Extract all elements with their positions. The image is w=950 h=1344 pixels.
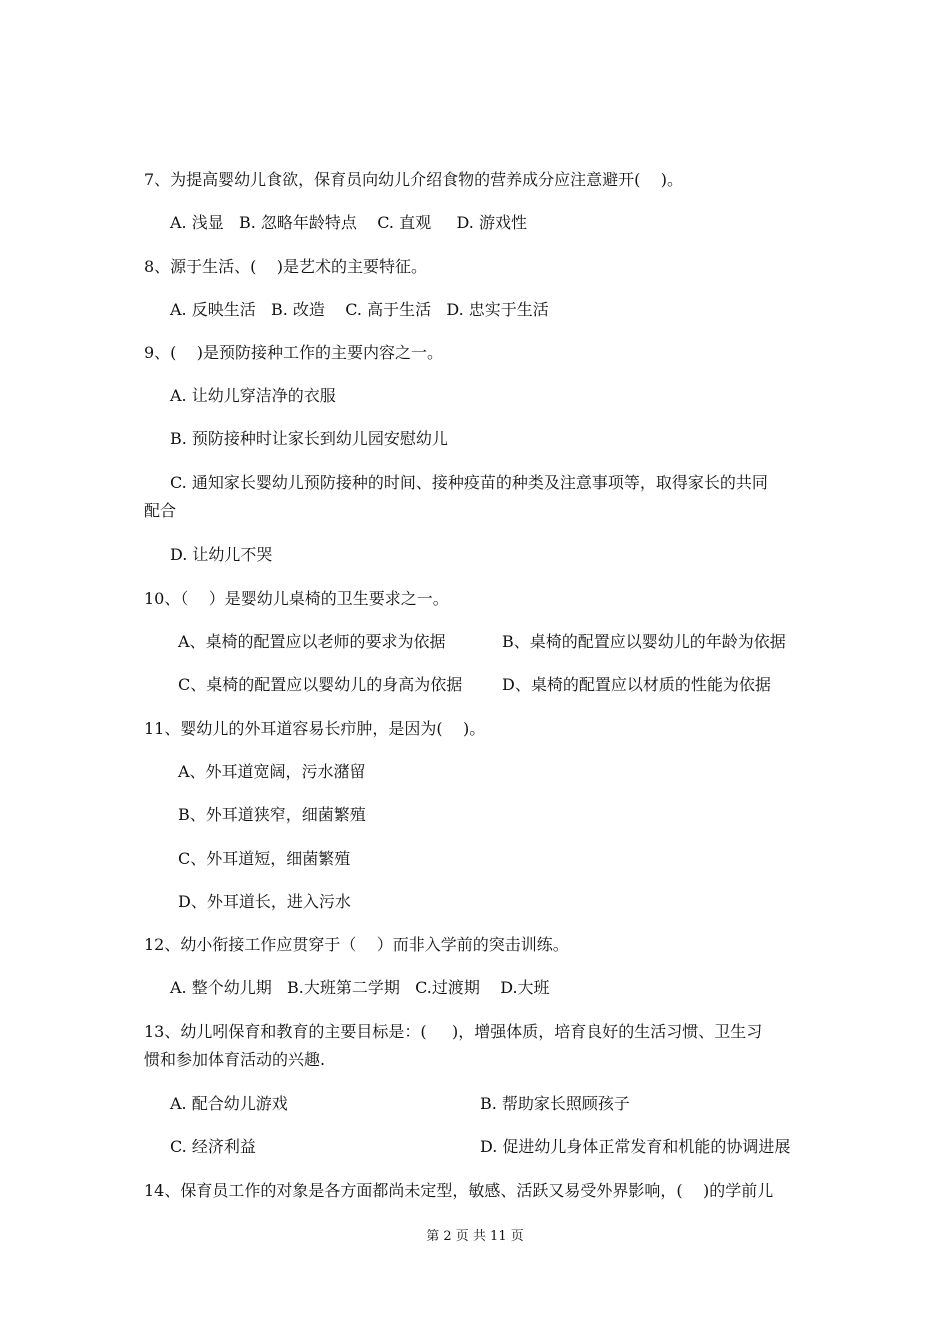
question-9-stem: 9、( )是预防接种工作的主要内容之一。 <box>144 343 444 362</box>
question-13-option-c: C. 经济利益 <box>170 1137 256 1156</box>
question-8-options: A. 反映生活 B. 改造 C. 高于生活 D. 忠实于生活 <box>170 300 549 319</box>
question-12-options: A. 整个幼儿期 B.大班第二学期 C.过渡期 D.大班 <box>170 978 550 997</box>
question-11-option-c: C、外耳道短，细菌繁殖 <box>178 849 351 868</box>
question-10-option-d: D、桌椅的配置应以材质的性能为依据 <box>502 675 771 694</box>
question-9-option-c: C. 通知家长婴幼儿预防接种的时间、接种疫苗的种类及注意事项等，取得家长的共同 <box>170 473 768 492</box>
question-13-option-d: D. 促进幼儿身体正常发育和机能的协调进展 <box>480 1137 791 1156</box>
question-7-options: A. 浅显 B. 忽略年龄特点 C. 直观 D. 游戏性 <box>170 213 527 232</box>
question-11-option-d: D、外耳道长，进入污水 <box>178 892 351 911</box>
question-13-stem: 13、幼儿吲保育和教育的主要目标是：( )，增强体质，培育良好的生活习惯、卫生习 <box>144 1022 763 1041</box>
question-14-stem: 14、保育员工作的对象是各方面都尚未定型，敏感、活跃又易受外界影响，( )的学前儿 <box>144 1181 774 1200</box>
question-11-stem: 11、婴幼儿的外耳道容易长疖肿，是因为( )。 <box>144 719 486 738</box>
question-13-stem-continued: 惯和参加体育活动的兴趣. <box>144 1050 326 1069</box>
question-12-stem: 12、幼小衔接工作应贯穿于（ ）而非入学前的突击训练。 <box>144 935 569 954</box>
question-9-option-a: A. 让幼儿穿洁净的衣服 <box>170 386 336 405</box>
question-10-option-c: C、桌椅的配置应以婴幼儿的身高为依据 <box>178 675 463 694</box>
question-9-option-b: B. 预防接种时让家长到幼儿园安慰幼儿 <box>170 429 448 448</box>
question-13-option-b: B. 帮助家长照顾孩子 <box>480 1094 630 1113</box>
question-10-stem: 10、（ ）是婴幼儿桌椅的卫生要求之一。 <box>144 589 449 608</box>
question-10-option-a: A、桌椅的配置应以老师的要求为依据 <box>178 632 446 651</box>
question-10-option-b: B、桌椅的配置应以婴幼儿的年龄为依据 <box>502 632 786 651</box>
question-9-option-d: D. 让幼儿不哭 <box>170 545 273 564</box>
question-13-option-a: A. 配合幼儿游戏 <box>170 1094 288 1113</box>
question-9-option-c-continued: 配合 <box>144 501 177 520</box>
question-8-stem: 8、源于生活、( )是艺术的主要特征。 <box>144 257 428 276</box>
page-footer: 第 2 页 共 11 页 <box>426 1229 524 1244</box>
question-11-option-a: A、外耳道宽阔，污水潴留 <box>178 762 366 781</box>
question-11-option-b: B、外耳道狭窄，细菌繁殖 <box>178 805 366 824</box>
question-7-stem: 7、为提高婴幼儿食欲，保育员向幼儿介绍食物的营养成分应注意避开( )。 <box>144 170 684 189</box>
